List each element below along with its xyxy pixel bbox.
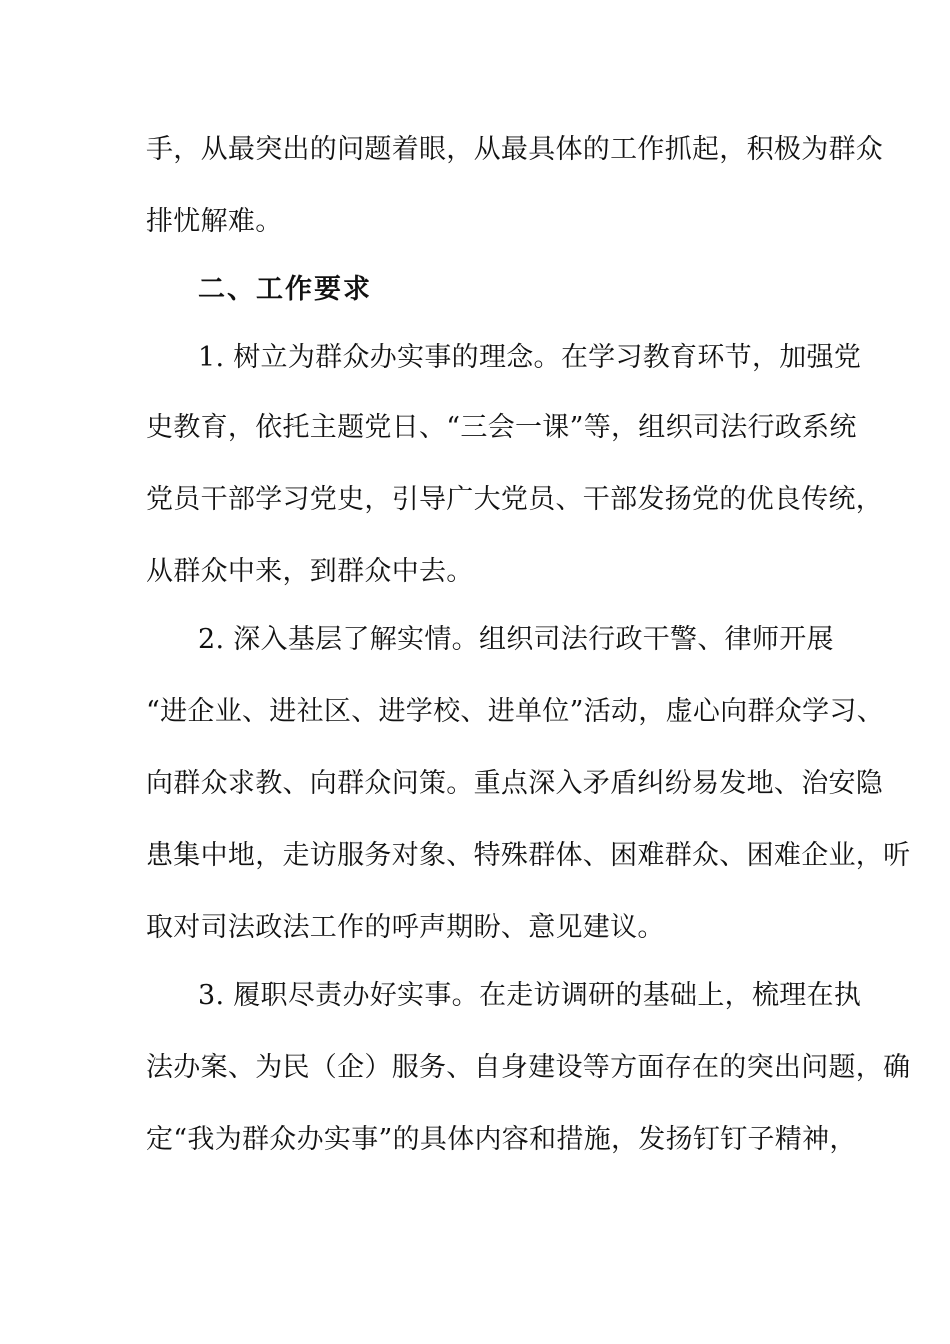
paragraph-line: 1. 树立为群众办实事的理念。在学习教育环节，加强党 [198,342,862,373]
paragraph-line: 党员干部学习党史，引导广大党员、干部发扬党的优良传统， [146,484,884,515]
paragraph-line: 排忧解难。 [146,206,283,237]
paragraph-line: 2. 深入基层了解实情。组织司法行政干警、律师开展 [198,624,834,655]
paragraph-line: “进企业、进社区、进学校、进单位”活动，虚心向群众学习、 [146,696,885,727]
paragraph-line: 史教育，依托主题党日、“三会一课”等，组织司法行政系统 [146,412,857,443]
paragraph-line: 手，从最突出的问题着眼，从最具体的工作抓起，积极为群众 [146,134,884,165]
paragraph-line: 向群众求教、向群众问策。重点深入矛盾纠纷易发地、治安隐 [146,768,884,799]
section-heading: 二、工作要求 [198,274,372,305]
paragraph-line: 患集中地，走访服务对象、特殊群体、困难群众、困难企业，听 [146,840,911,871]
paragraph-line: 定“我为群众办实事”的具体内容和措施，发扬钉钉子精神， [146,1124,857,1155]
paragraph-line: 3. 履职尽责办好实事。在走访调研的基础上，梳理在执 [198,980,862,1011]
paragraph-line: 取对司法政法工作的呼声期盼、意见建议。 [146,912,665,943]
paragraph-line: 法办案、为民（企）服务、自身建设等方面存在的突出问题，确 [146,1052,911,1083]
paragraph-line: 从群众中来，到群众中去。 [146,556,474,587]
